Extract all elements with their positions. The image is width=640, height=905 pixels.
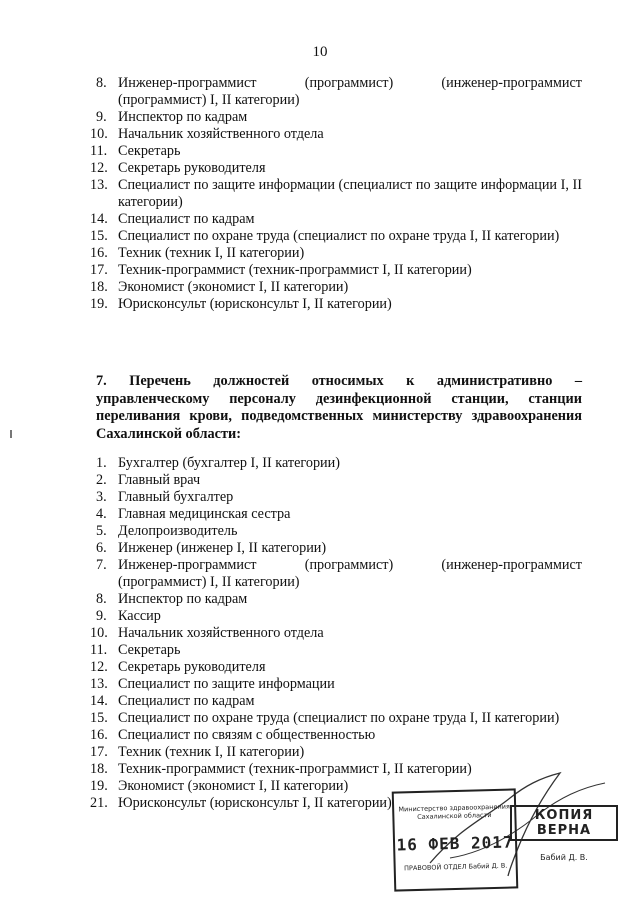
list-item-text: Главная медицинская сестра — [118, 506, 291, 522]
margin-mark — [10, 430, 12, 438]
list-item-text: Главный врач — [118, 472, 201, 488]
list-item-text: Техник (техник I, II категории) — [118, 245, 305, 261]
list-item — [90, 659, 582, 676]
ministry-date-stamp — [392, 788, 519, 891]
list-item-text: Инженер-программист (программист) (инженер-программист (программист) I, II категории) — [118, 75, 582, 108]
list-item — [90, 676, 582, 693]
position-list-continued — [90, 75, 582, 313]
list-item-text: Начальник хозяйственного отдела — [118, 126, 324, 142]
list-item-text: Техник (техник I, II категории) — [118, 744, 305, 760]
list-item-text: Секретарь — [118, 642, 181, 658]
list-item-number: 11. — [90, 642, 108, 658]
list-item-number: 17. — [90, 262, 108, 278]
list-item — [90, 160, 582, 177]
stamp-date: 16 ФЕВ 2017 — [396, 832, 514, 855]
list-item — [90, 761, 582, 778]
list-item-number: 21. — [90, 795, 108, 811]
list-item-number: 7. — [96, 557, 107, 573]
list-item-number: 6. — [96, 540, 107, 556]
list-item-number: 8. — [96, 591, 107, 607]
list-item-number: 8. — [96, 75, 107, 91]
list-item-number: 19. — [90, 296, 108, 312]
list-item-text: Кассир — [118, 608, 161, 624]
list-item — [96, 591, 582, 608]
list-item — [90, 211, 582, 228]
list-item-text: Инженер-программист (программист) (инженер-программист (программист) I, II категории) — [118, 557, 582, 590]
list-item — [90, 228, 582, 245]
list-item-text: Инспектор по кадрам — [118, 591, 248, 607]
list-item-number: 3. — [96, 489, 107, 505]
list-item — [96, 472, 582, 489]
section-7-heading: 7. Перечень должностей относимых к административно – управленческому персоналу дезинфекционной станции, станции переливания крови, подведомственных министерству здравоохранения Сахалинской области: — [96, 373, 582, 442]
list-item — [90, 262, 582, 279]
list-item-number: 10. — [90, 126, 108, 142]
list-item-number: 9. — [96, 608, 107, 624]
list-item-text: Инженер (инженер I, II категории) — [118, 540, 327, 556]
list-item — [90, 710, 582, 727]
list-item-number: 11. — [90, 143, 108, 159]
list-item — [90, 727, 582, 744]
list-item-number: 10. — [90, 625, 108, 641]
list-item-text: Секретарь — [118, 143, 181, 159]
list-item-text: Техник-программист (техник-программист I, II категории) — [118, 262, 472, 278]
list-item — [96, 557, 582, 591]
list-item — [90, 642, 582, 659]
list-item — [90, 744, 582, 761]
list-item-text: Специалист по охране труда (специалист по охране труда I, II категории) — [118, 710, 560, 726]
list-item-number: 15. — [90, 228, 108, 244]
list-item — [90, 245, 582, 262]
list-item-text: Инспектор по кадрам — [118, 109, 248, 125]
list-item-number: 9. — [96, 109, 107, 125]
list-item-number: 18. — [90, 761, 108, 777]
list-item — [96, 75, 582, 109]
list-item-text: Начальник хозяйственного отдела — [118, 625, 324, 641]
list-item — [96, 489, 582, 506]
list-item-text: Делопроизводитель — [118, 523, 238, 539]
list-item-text: Специалист по охране труда (специалист по охране труда I, II категории) — [118, 228, 560, 244]
list-item-text: Специалист по защите информации — [118, 676, 335, 692]
copy-stamp-name: Бабий Д. В. — [540, 853, 588, 862]
list-item-number: 4. — [96, 506, 107, 522]
list-item-text: Главный бухгалтер — [118, 489, 234, 505]
copy-certified-stamp — [510, 805, 618, 862]
list-item — [90, 693, 582, 710]
list-item-text: Специалист по связям с общественностью — [118, 727, 376, 743]
list-item-number: 18. — [90, 279, 108, 295]
list-item — [90, 625, 582, 642]
list-item-number: 1. — [96, 455, 107, 471]
list-item — [96, 608, 582, 625]
list-item — [90, 296, 582, 313]
position-list-section-7 — [90, 455, 582, 812]
stamp-organization: Министерство здравоохранения Сахалинской области — [398, 802, 510, 821]
list-item — [96, 523, 582, 540]
list-item-text: Техник-программист (техник-программист I, II категории) — [118, 761, 472, 777]
list-item-text: Специалист по защите информации (специалист по защите информации I, II категории) — [118, 177, 582, 210]
list-item-text: Экономист (экономист I, II категории) — [118, 279, 349, 295]
list-item-number: 16. — [90, 727, 108, 743]
list-item-number: 14. — [90, 693, 108, 709]
list-item-number: 14. — [90, 211, 108, 227]
list-item — [90, 126, 582, 143]
list-item-number: 13. — [90, 676, 108, 692]
list-item — [96, 540, 582, 557]
list-item-number: 12. — [90, 160, 108, 176]
list-item-number: 12. — [90, 659, 108, 675]
list-item — [90, 143, 582, 160]
list-item-text: Бухгалтер (бухгалтер I, II категории) — [118, 455, 340, 471]
page-number: 10 — [312, 44, 328, 60]
list-item-text: Специалист по кадрам — [118, 693, 255, 709]
list-item — [96, 506, 582, 523]
list-item-text: Секретарь руководителя — [118, 160, 266, 176]
list-item-text: Юрисконсульт (юрисконсульт I, II категории) — [118, 795, 392, 811]
stamp-department: ПРАВОВОЙ ОТДЕЛ Бабий Д. В. — [403, 861, 508, 873]
list-item — [96, 109, 582, 126]
list-item-number: 2. — [96, 472, 107, 488]
list-item-number: 17. — [90, 744, 108, 760]
list-item-text: Экономист (экономист I, II категории) — [118, 778, 349, 794]
list-item-number: 16. — [90, 245, 108, 261]
list-item-number: 13. — [90, 177, 108, 193]
list-item-number: 19. — [90, 778, 108, 794]
list-item — [90, 279, 582, 296]
list-item-text: Секретарь руководителя — [118, 659, 266, 675]
list-item-number: 15. — [90, 710, 108, 726]
list-item — [96, 455, 582, 472]
list-item-number: 5. — [96, 523, 107, 539]
list-item-text: Специалист по кадрам — [118, 211, 255, 227]
list-item-text: Юрисконсульт (юрисконсульт I, II категории) — [118, 296, 392, 312]
list-item — [90, 177, 582, 211]
copy-stamp-title: КОПИЯ ВЕРНА — [510, 805, 618, 841]
